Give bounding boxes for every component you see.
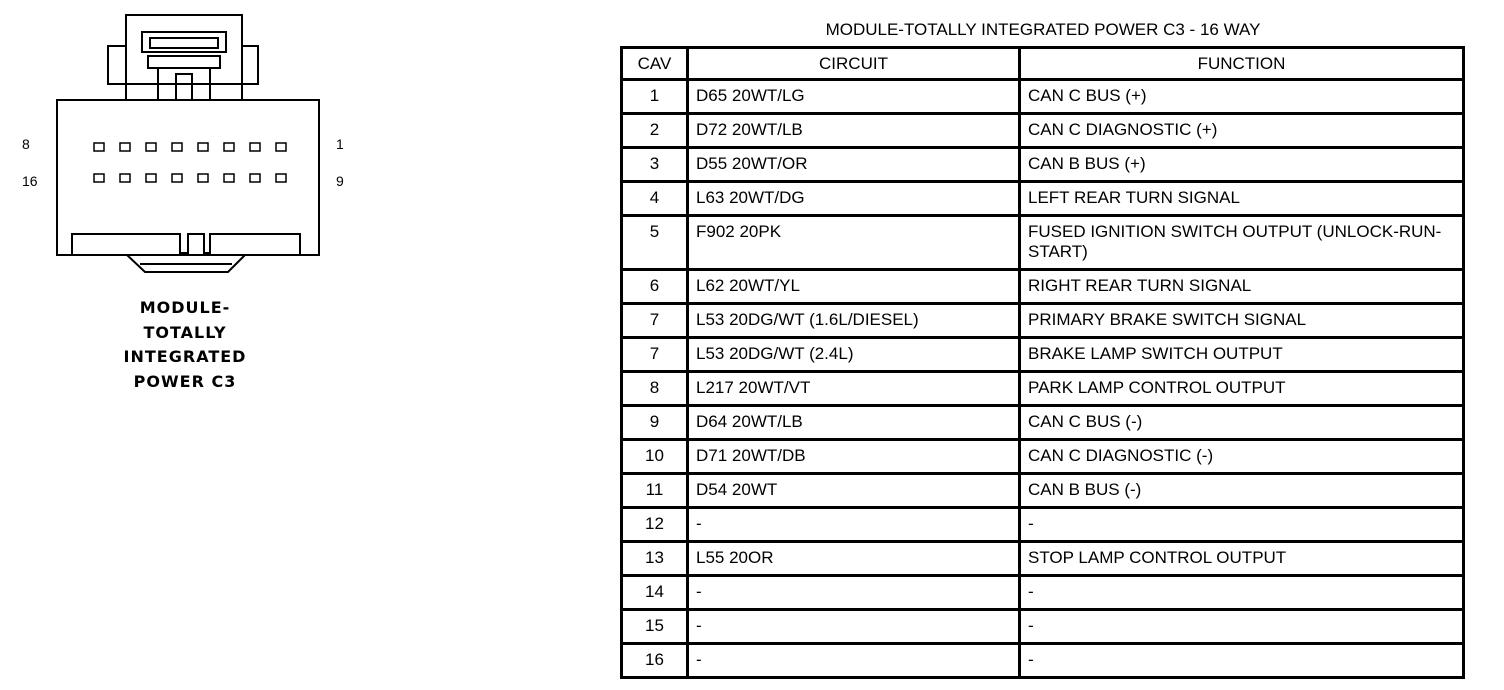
table-row (622, 270, 1464, 304)
header-cav: CAV (622, 48, 688, 80)
table-row (622, 542, 1464, 576)
cell-function: CAN C DIAGNOSTIC (+) (1020, 114, 1464, 148)
cell-circuit: - (688, 644, 1020, 678)
cell-circuit: D65 20WT/LG (688, 80, 1020, 114)
cell-circuit: D55 20WT/OR (688, 148, 1020, 182)
cell-cav: 8 (622, 372, 688, 406)
cell-cav: 10 (622, 440, 688, 474)
connector-name-line: POWER C3 (133, 371, 237, 391)
cell-circuit: - (688, 508, 1020, 542)
cell-function: CAN B BUS (+) (1020, 148, 1464, 182)
cell-function: CAN C BUS (+) (1020, 80, 1464, 114)
table-row (622, 114, 1464, 148)
table-row (622, 80, 1464, 114)
cell-cav: 7 (622, 338, 688, 372)
cell-circuit: - (688, 576, 1020, 610)
cell-function: PARK LAMP CONTROL OUTPUT (1020, 372, 1464, 406)
table-header-row (622, 48, 1464, 80)
cell-circuit: L53 20DG/WT (1.6L/DIESEL) (688, 304, 1020, 338)
cell-cav: 15 (622, 610, 688, 644)
lock-tab-housing (126, 15, 242, 100)
cell-function: LEFT REAR TURN SIGNAL (1020, 182, 1464, 216)
cell-function: FUSED IGNITION SWITCH OUTPUT (UNLOCK-RUN-START) (1020, 216, 1464, 270)
header-circuit: CIRCUIT (688, 48, 1020, 80)
connector-name-line: INTEGRATED (123, 347, 247, 366)
cell-circuit: F902 20PK (688, 216, 1020, 270)
cell-circuit: L55 20OR (688, 542, 1020, 576)
table-row (622, 406, 1464, 440)
cell-function: CAN C BUS (-) (1020, 406, 1464, 440)
cell-cav: 13 (622, 542, 688, 576)
cell-cav: 5 (622, 216, 688, 270)
cell-function: - (1020, 508, 1464, 542)
table-row (622, 182, 1464, 216)
cell-function: RIGHT REAR TURN SIGNAL (1020, 270, 1464, 304)
cell-circuit: L62 20WT/YL (688, 270, 1020, 304)
cell-function: STOP LAMP CONTROL OUTPUT (1020, 542, 1464, 576)
table-row (622, 216, 1464, 270)
cavity-grid (94, 143, 286, 182)
pin-label-top-left: 8 (22, 136, 30, 152)
table-row (622, 508, 1464, 542)
cell-cav: 2 (622, 114, 688, 148)
table-row (622, 372, 1464, 406)
cell-cav: 11 (622, 474, 688, 508)
table-row (622, 148, 1464, 182)
table-title: MODULE-TOTALLY INTEGRATED POWER C3 - 16 WAY (825, 20, 1261, 39)
cell-cav: 1 (622, 80, 688, 114)
table-row (622, 610, 1464, 644)
cell-circuit: D64 20WT/LB (688, 406, 1020, 440)
pin-label-bottom-left: 16 (22, 173, 38, 189)
table-row (622, 474, 1464, 508)
connector-name (80, 296, 290, 394)
connector-name-line: TOTALLY (143, 322, 227, 342)
connector-body (57, 100, 319, 255)
header-function: FUNCTION (1020, 48, 1464, 80)
cell-circuit: - (688, 610, 1020, 644)
pin-label-top-right: 1 (336, 136, 344, 152)
cell-function: - (1020, 610, 1464, 644)
connector-name-line: MODULE- (139, 298, 231, 317)
cell-function: CAN B BUS (-) (1020, 474, 1464, 508)
cell-cav: 6 (622, 270, 688, 304)
cell-circuit: D54 20WT (688, 474, 1020, 508)
cell-function: - (1020, 576, 1464, 610)
connector-diagram (0, 0, 380, 420)
cell-cav: 9 (622, 406, 688, 440)
table-row (622, 440, 1464, 474)
cell-circuit: L63 20WT/DG (688, 182, 1020, 216)
cell-cav: 4 (622, 182, 688, 216)
cell-function: PRIMARY BRAKE SWITCH SIGNAL (1020, 304, 1464, 338)
cell-function: CAN C DIAGNOSTIC (-) (1020, 440, 1464, 474)
table-row (622, 338, 1464, 372)
cell-cav: 12 (622, 508, 688, 542)
pinout-table (620, 46, 1465, 679)
cell-cav: 14 (622, 576, 688, 610)
cell-circuit: D72 20WT/LB (688, 114, 1020, 148)
cell-cav: 7 (622, 304, 688, 338)
table-row (622, 304, 1464, 338)
cell-function: BRAKE LAMP SWITCH OUTPUT (1020, 338, 1464, 372)
table-row (622, 576, 1464, 610)
cell-cav: 16 (622, 644, 688, 678)
table-row (622, 644, 1464, 678)
connector-face-drawing (0, 0, 380, 300)
cell-function: - (1020, 644, 1464, 678)
cell-circuit: L217 20WT/VT (688, 372, 1020, 406)
cell-cav: 3 (622, 148, 688, 182)
cell-circuit: D71 20WT/DB (688, 440, 1020, 474)
pin-label-bottom-right: 9 (336, 173, 344, 189)
cell-circuit: L53 20DG/WT (2.4L) (688, 338, 1020, 372)
